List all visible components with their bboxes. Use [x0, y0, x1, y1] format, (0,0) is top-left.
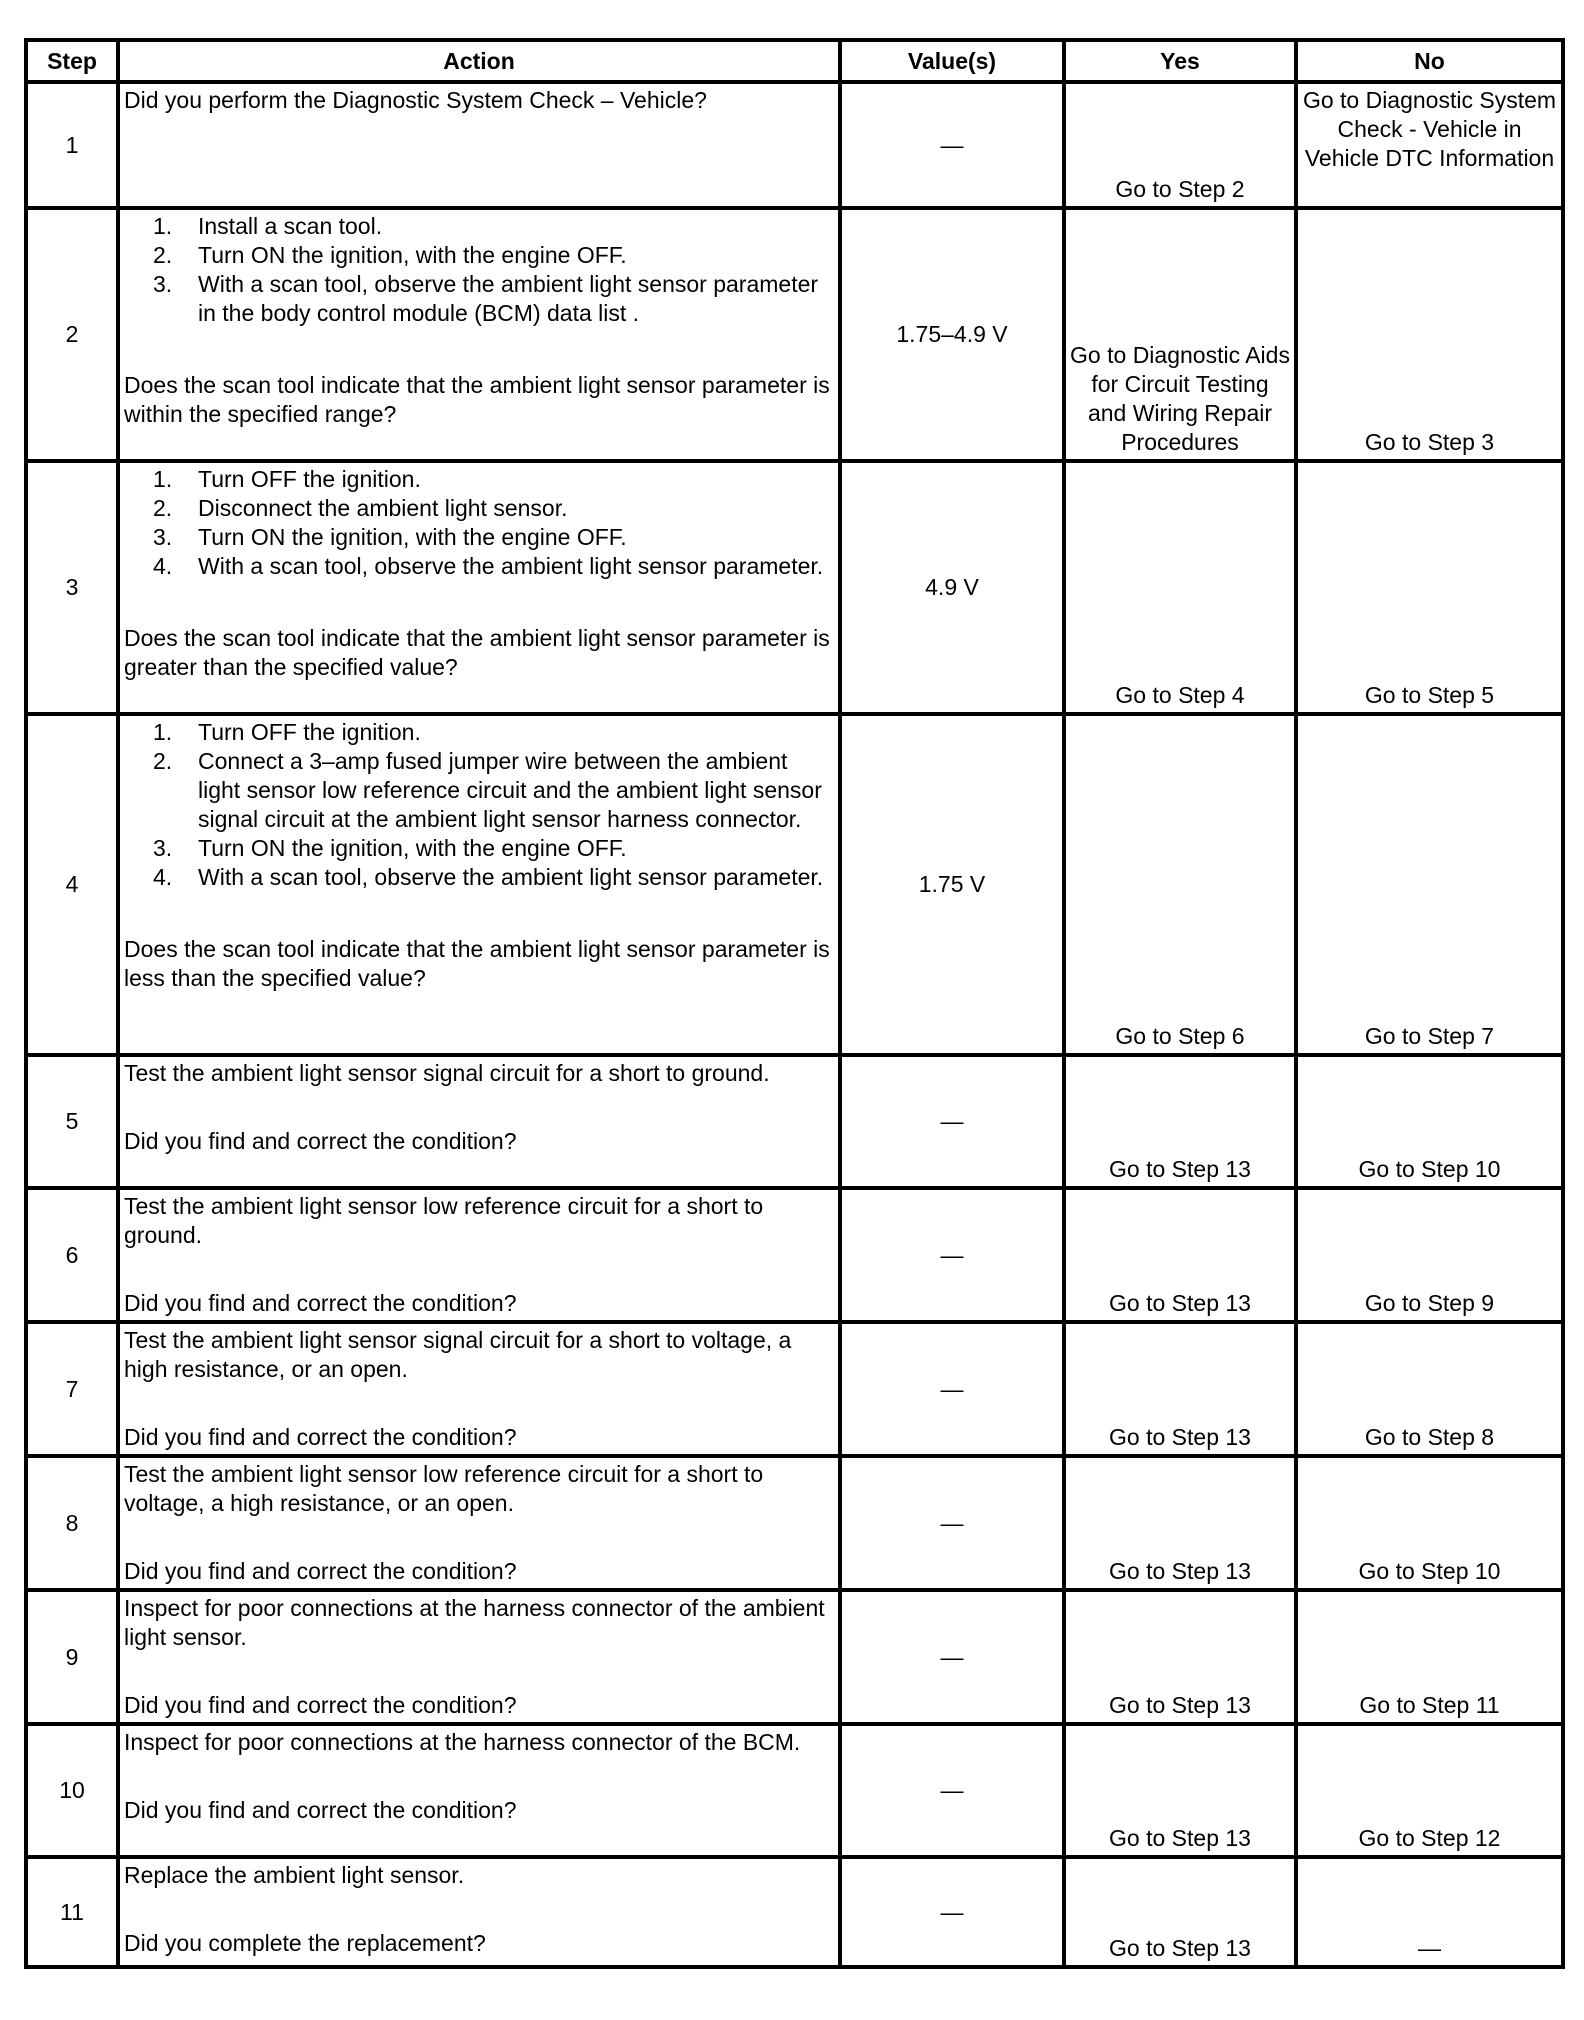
item-text: Disconnect the ambient light sensor. — [198, 495, 568, 521]
yes-cell: Go to Step 13 — [1064, 1055, 1296, 1188]
no-cell: Go to Step 10 — [1296, 1456, 1563, 1590]
table-row — [26, 461, 1563, 714]
header-action: Action — [118, 40, 840, 82]
value-cell: — — [840, 1055, 1064, 1188]
item-text: With a scan tool, observe the ambient light sensor parameter in the body control module (BCM) data list . — [198, 271, 819, 326]
step-number: 3 — [26, 461, 118, 714]
yes-cell: Go to Step 4 — [1064, 461, 1296, 714]
item-number: 2. — [153, 242, 173, 268]
action-intro: Inspect for poor connections at the harness connector of the ambient light sensor. — [124, 1595, 825, 1650]
action-cell — [118, 1188, 840, 1322]
step-number: 11 — [26, 1857, 118, 1967]
item-text: Turn ON the ignition, with the engine OFF. — [198, 524, 627, 550]
action-question: Did you find and correct the condition? — [124, 1290, 517, 1316]
action-question: Did you find and correct the condition? — [124, 1692, 517, 1718]
list-item — [153, 552, 834, 581]
action-intro: Replace the ambient light sensor. — [124, 1862, 465, 1888]
item-number: 1. — [153, 719, 173, 745]
action-cell — [118, 461, 840, 714]
table-row — [26, 208, 1563, 461]
item-text: With a scan tool, observe the ambient light sensor parameter. — [198, 864, 824, 890]
action-intro: Test the ambient light sensor signal circuit for a short to ground. — [124, 1060, 770, 1086]
no-cell: Go to Step 7 — [1296, 714, 1563, 1055]
item-number: 3. — [153, 524, 173, 550]
item-number: 4. — [153, 864, 173, 890]
no-cell: Go to Diagnostic System Check - Vehicle in Vehicle DTC Information — [1296, 82, 1563, 208]
item-text: Install a scan tool. — [198, 213, 383, 239]
yes-cell: Go to Step 13 — [1064, 1188, 1296, 1322]
no-cell: — — [1296, 1857, 1563, 1967]
step-number: 7 — [26, 1322, 118, 1456]
table-row — [26, 1188, 1563, 1322]
action-cell — [118, 1724, 840, 1857]
action-cell — [118, 1590, 840, 1724]
action-cell — [118, 208, 840, 461]
no-cell: Go to Step 12 — [1296, 1724, 1563, 1857]
no-cell: Go to Step 8 — [1296, 1322, 1563, 1456]
item-text: Turn ON the ignition, with the engine OFF. — [198, 835, 627, 861]
table-header-row — [26, 40, 1563, 82]
list-item — [153, 718, 834, 747]
diagnostic-page — [24, 38, 1565, 1969]
action-cell — [118, 1055, 840, 1188]
value-cell: 1.75 V — [840, 714, 1064, 1055]
yes-cell: Go to Step 6 — [1064, 714, 1296, 1055]
no-cell: Go to Step 11 — [1296, 1590, 1563, 1724]
step-number: 9 — [26, 1590, 118, 1724]
value-cell: — — [840, 1590, 1064, 1724]
list-item — [153, 465, 834, 494]
no-cell: Go to Step 9 — [1296, 1188, 1563, 1322]
header-no: No — [1296, 40, 1563, 82]
procedure-list — [124, 718, 834, 892]
list-item — [153, 523, 834, 552]
table-row — [26, 714, 1563, 1055]
yes-cell: Go to Step 13 — [1064, 1857, 1296, 1967]
yes-cell: Go to Step 13 — [1064, 1590, 1296, 1724]
item-text: Connect a 3–amp fused jumper wire between the ambient light sensor low reference circuit and the ambient light sensor signal circuit at the ambient light sensor harness connector. — [198, 748, 822, 832]
value-cell: — — [840, 1724, 1064, 1857]
action-intro: Test the ambient light sensor low reference circuit for a short to voltage, a high resistance, or an open. — [124, 1461, 764, 1516]
action-intro: Test the ambient light sensor signal circuit for a short to voltage, a high resistance, or an open. — [124, 1327, 792, 1382]
yes-cell: Go to Diagnostic Aids for Circuit Testing and Wiring Repair Procedures — [1064, 208, 1296, 461]
action-cell — [118, 1456, 840, 1590]
list-item — [153, 270, 834, 328]
table-row — [26, 1456, 1563, 1590]
action-cell — [118, 1322, 840, 1456]
item-number: 3. — [153, 271, 173, 297]
item-number: 1. — [153, 466, 173, 492]
no-cell: Go to Step 5 — [1296, 461, 1563, 714]
action-cell — [118, 714, 840, 1055]
diagnostic-table — [24, 38, 1565, 1969]
table-row — [26, 1322, 1563, 1456]
table-row — [26, 82, 1563, 208]
step-number: 4 — [26, 714, 118, 1055]
value-cell: — — [840, 1456, 1064, 1590]
value-cell: — — [840, 1857, 1064, 1967]
action-intro: Did you perform the Diagnostic System Check – Vehicle? — [124, 87, 707, 113]
item-number: 2. — [153, 748, 173, 774]
list-item — [153, 494, 834, 523]
item-number: 3. — [153, 835, 173, 861]
table-row — [26, 1055, 1563, 1188]
yes-cell: Go to Step 13 — [1064, 1322, 1296, 1456]
table-row — [26, 1857, 1563, 1967]
list-item — [153, 747, 834, 834]
action-question: Did you find and correct the condition? — [124, 1128, 517, 1154]
table-row — [26, 1590, 1563, 1724]
list-item — [153, 212, 834, 241]
yes-cell: Go to Step 13 — [1064, 1724, 1296, 1857]
item-number: 1. — [153, 213, 173, 239]
header-value: Value(s) — [840, 40, 1064, 82]
value-cell: 4.9 V — [840, 461, 1064, 714]
value-cell: 1.75–4.9 V — [840, 208, 1064, 461]
step-number: 2 — [26, 208, 118, 461]
action-question: Does the scan tool indicate that the ambient light sensor parameter is within the specified range? — [124, 372, 830, 427]
no-cell: Go to Step 10 — [1296, 1055, 1563, 1188]
action-question: Did you find and correct the condition? — [124, 1558, 517, 1584]
action-intro: Test the ambient light sensor low reference circuit for a short to ground. — [124, 1193, 764, 1248]
item-number: 2. — [153, 495, 173, 521]
header-step: Step — [26, 40, 118, 82]
list-item — [153, 834, 834, 863]
action-question: Did you find and correct the condition? — [124, 1424, 517, 1450]
value-cell: — — [840, 1322, 1064, 1456]
yes-cell: Go to Step 2 — [1064, 82, 1296, 208]
item-text: Turn ON the ignition, with the engine OFF. — [198, 242, 627, 268]
action-intro: Inspect for poor connections at the harness connector of the BCM. — [124, 1729, 801, 1755]
step-number: 6 — [26, 1188, 118, 1322]
item-text: Turn OFF the ignition. — [198, 719, 421, 745]
procedure-list — [124, 212, 834, 328]
yes-cell: Go to Step 13 — [1064, 1456, 1296, 1590]
value-cell: — — [840, 82, 1064, 208]
item-text: With a scan tool, observe the ambient light sensor parameter. — [198, 553, 824, 579]
no-cell: Go to Step 3 — [1296, 208, 1563, 461]
item-number: 4. — [153, 553, 173, 579]
action-cell — [118, 1857, 840, 1967]
action-cell — [118, 82, 840, 208]
list-item — [153, 863, 834, 892]
step-number: 8 — [26, 1456, 118, 1590]
value-cell: — — [840, 1188, 1064, 1322]
item-text: Turn OFF the ignition. — [198, 466, 421, 492]
step-number: 5 — [26, 1055, 118, 1188]
action-question: Does the scan tool indicate that the ambient light sensor parameter is less than the specified value? — [124, 936, 830, 991]
action-question: Did you complete the replacement? — [124, 1930, 486, 1956]
step-number: 1 — [26, 82, 118, 208]
step-number: 10 — [26, 1724, 118, 1857]
list-item — [153, 241, 834, 270]
header-yes: Yes — [1064, 40, 1296, 82]
action-question: Does the scan tool indicate that the ambient light sensor parameter is greater than the specified value? — [124, 625, 830, 680]
table-row — [26, 1724, 1563, 1857]
procedure-list — [124, 465, 834, 581]
action-question: Did you find and correct the condition? — [124, 1797, 517, 1823]
